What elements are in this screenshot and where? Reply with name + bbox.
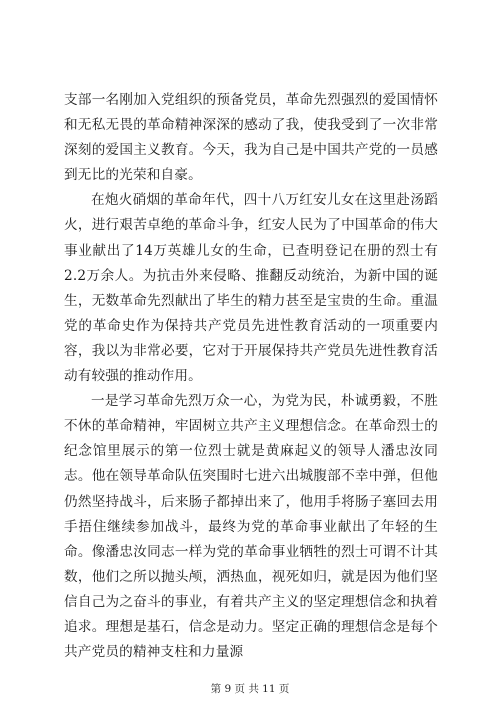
paragraph-revolutionary-era: 在炮火硝烟的革命年代，四十八万红安儿女在这里赴汤蹈火，进行艰苦卓绝的革命斗争，红安人民为了中国革命的伟大事业献出了14万英雄儿女的生命，已查明登记在册的烈士有2.2万余人。为抗击外来侵略、推翻反动统治，为新中国的诞生，无数革命先烈献出了毕生的精力甚至是宝贵的生命。重温党的革命史作为保持共产党员先进性教育活动的一项重要内容，我以为非常必要，它对于开展保持共产党员先进性教育活动有较强的推动作用。: [64, 192, 438, 385]
paragraph-continued: 支部一名刚加入党组织的预备党员，革命先烈强烈的爱国情怀和无私无畏的革命精神深深的感动了我，使我受到了一次非常深刻的爱国主义教育。今天，我为自己是中国共产党的一员感到无比的光荣和自豪。: [64, 92, 438, 184]
page-number-footer: 第 9 页 共 11 页: [210, 683, 290, 695]
document-body: [64, 88, 438, 665]
paragraph-first-lesson: 一是学习革命先烈万众一心，为党为民，朴诚勇毅，不胜不休的革命精神，牢固树立共产主义理想信念。在革命烈士的纪念馆里展示的第一位烈士就是黄麻起义的领导人潘忠汝同志。他在领导革命队伍突围时七进六出城腹部不幸中弹，但他仍然坚持战斗，后来肠子都掉出来了，他用手将肠子塞回去用手捂住继续参加战斗，最终为党的革命事业献出了年轻的生命。像潘忠汝同志一样为党的革命事业牺牲的烈士可谓不计其数，他们之所以抛头颅，洒热血，视死如归，就是因为他们坚信自己为之奋斗的事业，有着共产主义的坚定理想信念和执着追求。理想是基石，信念是动力。坚定正确的理想信念是每个共产党员的精神支柱和力量源: [64, 393, 438, 661]
